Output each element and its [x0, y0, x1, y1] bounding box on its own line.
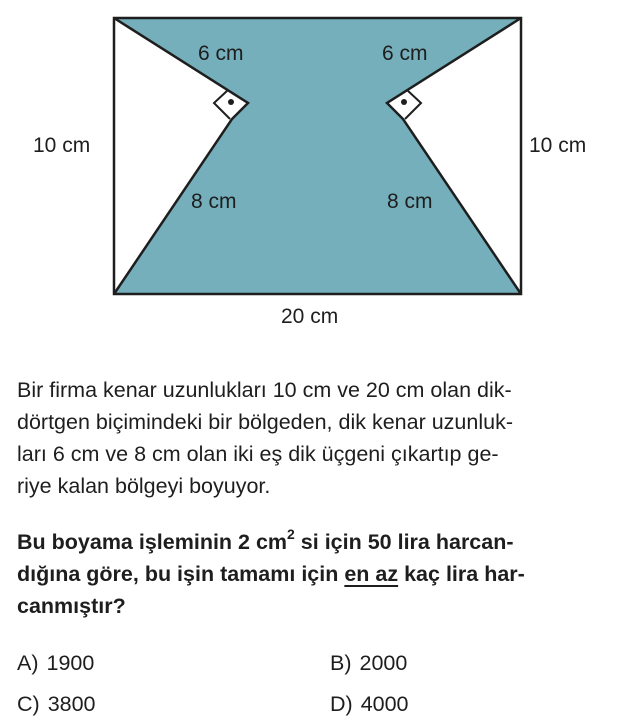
problem-statement	[17, 374, 622, 502]
question-text-part: si için 50 lira harcan-	[294, 530, 514, 554]
question-line	[17, 526, 622, 558]
problem-line: riye kalan bölgeyi boyuyor.	[17, 474, 271, 498]
choice-value: 1900	[46, 651, 95, 675]
choice-letter: C)	[17, 692, 40, 716]
geometry-figure	[0, 0, 635, 335]
underlined-emphasis: en az	[344, 562, 399, 586]
label-left-top-leg: 6 cm	[198, 42, 244, 65]
choice-d[interactable]	[330, 692, 409, 717]
question-line	[17, 558, 622, 590]
left-right-angle-mark	[214, 90, 234, 119]
choice-value: 4000	[360, 692, 409, 716]
right-right-angle-mark	[401, 90, 421, 119]
choice-value: 3800	[47, 692, 96, 716]
problem-line: dörtgen biçimindeki bir bölgeden, dik kenar uzunluk-	[17, 410, 513, 434]
choice-letter: B)	[330, 651, 352, 675]
area-exponent: 2	[287, 525, 295, 542]
choice-letter: D)	[330, 692, 353, 716]
label-bottom-width: 20 cm	[281, 305, 339, 328]
choice-a[interactable]	[17, 651, 94, 676]
choice-letter: A)	[17, 651, 39, 675]
label-left-height: 10 cm	[33, 134, 91, 157]
choice-b[interactable]	[330, 651, 407, 676]
shaded-region	[114, 18, 521, 294]
label-right-height: 10 cm	[529, 134, 587, 157]
question-statement	[17, 526, 622, 622]
question-text-part: Bu boyama işleminin 2 cm	[17, 530, 288, 554]
choice-value: 2000	[359, 651, 408, 675]
label-right-top-leg: 6 cm	[382, 42, 428, 65]
label-right-hypotenuse-leg: 8 cm	[387, 190, 433, 213]
question-text-part: dığına göre, bu işin tamamı için	[17, 562, 345, 586]
choice-c[interactable]	[17, 692, 96, 717]
question-text-part: kaç lira har-	[398, 562, 525, 586]
label-left-hypotenuse-leg: 8 cm	[191, 190, 237, 213]
question-line: canmıştır?	[17, 594, 126, 618]
problem-line: ları 6 cm ve 8 cm olan iki eş dik üçgeni çıkartıp ge-	[17, 442, 499, 466]
problem-line: Bir firma kenar uzunlukları 10 cm ve 20 cm olan dik-	[17, 378, 512, 402]
